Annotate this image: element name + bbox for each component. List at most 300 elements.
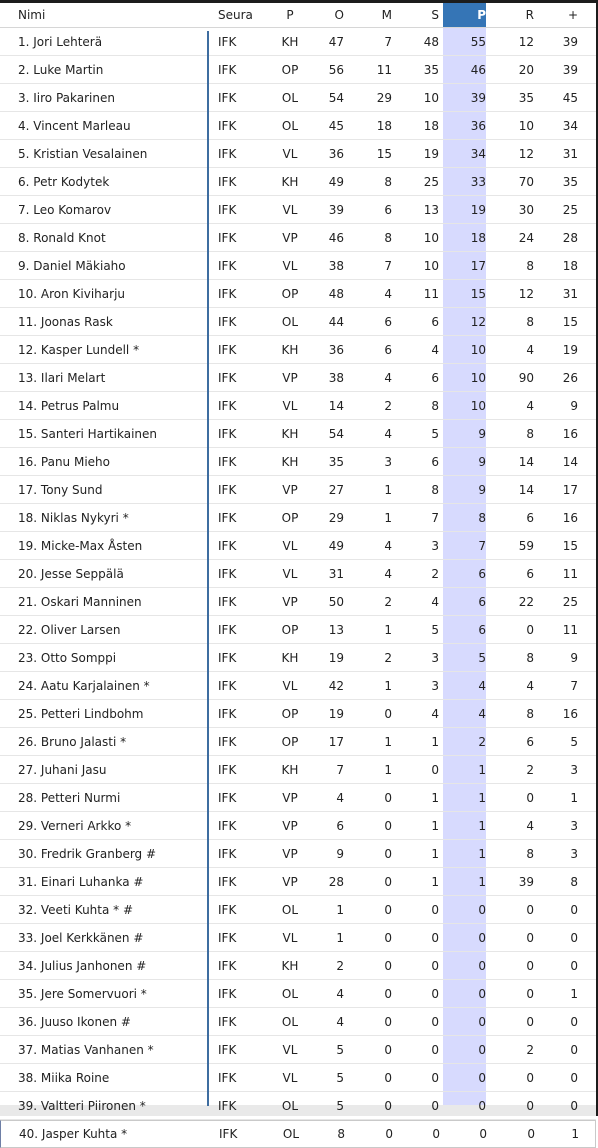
player-games: 28: [328, 874, 344, 889]
player-goals: 18: [376, 118, 392, 133]
table-row[interactable]: [0, 868, 596, 896]
player-position: VP: [282, 846, 298, 861]
player-club: IFK: [218, 482, 237, 497]
player-points: [443, 560, 487, 587]
player-games: 27: [328, 482, 344, 497]
player-points-value: 8: [478, 510, 486, 525]
player-points-value: 46: [470, 62, 486, 77]
player-points-value: 0: [478, 986, 486, 1001]
player-games: 5: [336, 1070, 344, 1085]
player-plus-minus: 31: [562, 286, 578, 301]
player-name: 28. Petteri Nurmi: [18, 790, 121, 805]
player-penalties: 8: [526, 846, 534, 861]
player-goals: 2: [384, 398, 392, 413]
player-club: IFK: [218, 90, 237, 105]
player-points: [443, 1036, 487, 1063]
player-games: 36: [328, 342, 344, 357]
player-position: VL: [282, 146, 298, 161]
player-position: VP: [282, 818, 298, 833]
player-points-value: 19: [470, 202, 486, 217]
player-goals: 4: [384, 538, 392, 553]
player-goals: 0: [384, 818, 392, 833]
player-name: 26. Bruno Jalasti *: [18, 734, 127, 749]
player-plus-minus: 39: [562, 62, 578, 77]
table-row[interactable]: [0, 448, 596, 476]
player-points: [443, 224, 487, 251]
player-penalties: 35: [518, 90, 534, 105]
table-row[interactable]: [0, 84, 596, 112]
player-plus-minus: 17: [562, 482, 578, 497]
player-name: 15. Santeri Hartikainen: [18, 426, 158, 441]
table-row[interactable]: [0, 112, 596, 140]
table-row[interactable]: [0, 140, 596, 168]
player-plus-minus: 26: [562, 370, 578, 385]
player-games: 38: [328, 370, 344, 385]
player-points-value: 6: [478, 566, 486, 581]
player-club: IFK: [218, 902, 237, 917]
player-position: VL: [282, 258, 298, 273]
player-points: [443, 392, 487, 419]
player-assists: 0: [431, 958, 439, 973]
player-position: OP: [281, 706, 299, 721]
player-assists: 4: [431, 594, 439, 609]
table-row[interactable]: [0, 672, 596, 700]
player-goals: 1: [384, 762, 392, 777]
player-position: OP: [281, 734, 299, 749]
player-name: 27. Juhani Jasu: [18, 762, 107, 777]
player-points: [443, 924, 487, 951]
player-club: IFK: [218, 34, 237, 49]
table-row[interactable]: [0, 308, 596, 336]
player-plus-minus: 3: [570, 818, 578, 833]
player-points-value: 1: [478, 762, 486, 777]
table-row[interactable]: [0, 168, 596, 196]
player-name: 32. Veeti Kuhta * #: [18, 902, 134, 917]
player-assists: 18: [423, 118, 439, 133]
player-penalties: 0: [526, 1014, 534, 1029]
player-assists: 4: [431, 342, 439, 357]
player-name: 16. Panu Mieho: [18, 454, 110, 469]
table-row[interactable]: [0, 1036, 596, 1064]
player-plus-minus: 7: [570, 678, 578, 693]
player-name: 18. Niklas Nykyri *: [18, 510, 129, 525]
player-name: 38. Miika Roine: [18, 1070, 110, 1085]
player-name: 31. Einari Luhanka #: [18, 874, 144, 889]
player-club: IFK: [218, 370, 237, 385]
player-name: 35. Jere Somervuori *: [18, 986, 147, 1001]
player-assists: 1: [431, 790, 439, 805]
player-goals: 4: [384, 566, 392, 581]
player-club: IFK: [218, 622, 237, 637]
player-club: IFK: [218, 258, 237, 273]
player-name: 30. Fredrik Granberg #: [18, 846, 157, 861]
player-points: [443, 28, 487, 55]
player-penalties: 90: [518, 370, 534, 385]
player-assists: 11: [423, 286, 439, 301]
player-club: IFK: [218, 650, 237, 665]
table-row[interactable]: [0, 700, 596, 728]
player-club: IFK: [218, 1098, 237, 1113]
player-penalties: 0: [526, 902, 534, 917]
player-club: IFK: [218, 734, 237, 749]
player-goals: 3: [384, 454, 392, 469]
player-penalties: 4: [526, 678, 534, 693]
player-penalties: 10: [518, 118, 534, 133]
player-club: IFK: [218, 426, 237, 441]
player-position: OL: [281, 90, 299, 105]
player-points: [443, 252, 487, 279]
table-row[interactable]: [0, 224, 596, 252]
player-goals: 15: [376, 146, 392, 161]
player-goals: 4: [384, 426, 392, 441]
table-row[interactable]: [0, 1120, 596, 1148]
table-row[interactable]: [0, 980, 596, 1008]
player-penalties: 0: [526, 1070, 534, 1085]
player-games: 31: [328, 566, 344, 581]
table-row[interactable]: [0, 1064, 596, 1092]
player-goals: 1: [384, 678, 392, 693]
player-club: IFK: [218, 174, 237, 189]
player-points-value: 10: [470, 342, 486, 357]
table-row[interactable]: [0, 504, 596, 532]
player-points-value: 39: [470, 90, 486, 105]
player-club: IFK: [218, 314, 237, 329]
player-points: [443, 308, 487, 335]
player-games: 54: [328, 426, 344, 441]
name-column-separator: [207, 31, 209, 1106]
player-plus-minus: 15: [562, 314, 578, 329]
table-row[interactable]: [0, 784, 596, 812]
player-games: 36: [328, 146, 344, 161]
player-penalties: 8: [526, 426, 534, 441]
table-body: [0, 28, 596, 1148]
player-name: 22. Oliver Larsen: [18, 622, 121, 637]
player-plus-minus: 0: [570, 958, 578, 973]
table-row[interactable]: [0, 336, 596, 364]
player-points-value: 1: [478, 790, 486, 805]
player-name: 1. Jori Lehterä: [18, 34, 103, 49]
player-points: [443, 700, 487, 727]
player-assists: 35: [423, 62, 439, 77]
player-games: 17: [328, 734, 344, 749]
player-assists: 6: [431, 370, 439, 385]
player-plus-minus: 25: [562, 202, 578, 217]
player-plus-minus: 34: [562, 118, 578, 133]
player-club: IFK: [218, 594, 237, 609]
table-row[interactable]: [0, 392, 596, 420]
player-games: 13: [328, 622, 344, 637]
player-games: 5: [336, 1098, 344, 1113]
player-position: OL: [281, 1098, 299, 1113]
player-plus-minus: 9: [570, 650, 578, 665]
player-position: KH: [281, 174, 299, 189]
player-penalties: 20: [518, 62, 534, 77]
player-position: VL: [282, 1070, 298, 1085]
player-position: VP: [282, 874, 298, 889]
player-assists: 4: [431, 706, 439, 721]
player-plus-minus: 9: [570, 398, 578, 413]
player-goals: 1: [384, 510, 392, 525]
player-points-value: 1: [478, 874, 486, 889]
table-row[interactable]: [0, 1008, 596, 1036]
player-name: 4. Vincent Marleau: [18, 118, 131, 133]
player-goals: 6: [384, 342, 392, 357]
table-row[interactable]: [0, 420, 596, 448]
player-games: 19: [328, 650, 344, 665]
player-position: VL: [282, 398, 298, 413]
player-plus-minus: 0: [570, 930, 578, 945]
table-row[interactable]: [0, 756, 596, 784]
player-points: [443, 952, 487, 979]
player-club: IFK: [218, 398, 237, 413]
player-points: [443, 532, 487, 559]
player-club: IFK: [218, 454, 237, 469]
player-points-value: 0: [479, 1127, 487, 1141]
player-club: IFK: [218, 846, 237, 861]
player-plus-minus: 16: [562, 706, 578, 721]
player-penalties: 4: [526, 398, 534, 413]
player-club: IFK: [218, 118, 237, 133]
player-points: [443, 784, 487, 811]
player-points-value: 9: [478, 482, 486, 497]
player-points: [443, 812, 487, 839]
table-row[interactable]: [0, 56, 596, 84]
table-row[interactable]: [0, 896, 596, 924]
player-club: IFK: [218, 230, 237, 245]
table-row[interactable]: [0, 280, 596, 308]
player-games: 4: [336, 986, 344, 1001]
player-goals: 0: [384, 706, 392, 721]
player-name: 8. Ronald Knot: [18, 230, 106, 245]
player-points: [443, 1092, 487, 1119]
header-assists[interactable]: S: [431, 8, 439, 22]
player-plus-minus: 0: [570, 1070, 578, 1085]
player-name: 17. Tony Sund: [18, 482, 103, 497]
player-name: 3. Iiro Pakarinen: [18, 90, 115, 105]
player-penalties: 22: [518, 594, 534, 609]
player-points-value: 0: [478, 1070, 486, 1085]
player-plus-minus: 3: [570, 846, 578, 861]
player-position: KH: [281, 426, 299, 441]
player-club: IFK: [218, 202, 237, 217]
header-games[interactable]: O: [334, 8, 344, 22]
player-plus-minus: 39: [562, 34, 578, 49]
player-name: 2. Luke Martin: [18, 62, 104, 77]
table-row[interactable]: [0, 952, 596, 980]
player-games: 7: [336, 762, 344, 777]
player-goals: 1: [384, 482, 392, 497]
player-name: 20. Jesse Seppälä: [18, 566, 124, 581]
player-games: 19: [328, 706, 344, 721]
player-points-value: 2: [478, 734, 486, 749]
player-goals: 11: [376, 62, 392, 77]
player-assists: 1: [431, 734, 439, 749]
header-points-label: P: [477, 8, 486, 22]
player-assists: 8: [431, 482, 439, 497]
player-position: VP: [282, 230, 298, 245]
player-goals: 0: [384, 958, 392, 973]
player-plus-minus: 0: [570, 1042, 578, 1057]
player-games: 44: [328, 314, 344, 329]
player-games: 8: [337, 1127, 345, 1141]
player-name: 14. Petrus Palmu: [18, 398, 120, 413]
player-points: [443, 140, 487, 167]
player-penalties: 12: [518, 286, 534, 301]
table-row[interactable]: [0, 364, 596, 392]
player-name: 7. Leo Komarov: [18, 202, 112, 217]
player-plus-minus: 5: [570, 734, 578, 749]
header-penalties[interactable]: R: [525, 8, 534, 22]
player-assists: 1: [431, 846, 439, 861]
player-goals: 0: [384, 1042, 392, 1057]
player-games: 1: [336, 930, 344, 945]
player-points-value: 34: [470, 146, 486, 161]
player-name: 11. Joonas Rask: [18, 314, 113, 329]
table-row[interactable]: [0, 924, 596, 952]
player-points: [443, 1008, 487, 1035]
table-row[interactable]: [0, 252, 596, 280]
player-games: 56: [328, 62, 344, 77]
player-points-value: 12: [470, 314, 486, 329]
player-assists: 6: [431, 314, 439, 329]
table-row[interactable]: [0, 588, 596, 616]
table-row[interactable]: [0, 476, 596, 504]
player-club: IFK: [218, 762, 237, 777]
player-goals: 0: [384, 1070, 392, 1085]
player-points-value: 6: [478, 622, 486, 637]
player-goals: 0: [384, 1014, 392, 1029]
player-points: [443, 896, 487, 923]
player-position: VL: [282, 1042, 298, 1057]
player-points-value: 7: [478, 538, 486, 553]
player-goals: 2: [384, 594, 392, 609]
player-points-value: 36: [470, 118, 486, 133]
player-assists: 3: [431, 678, 439, 693]
player-goals: 0: [384, 790, 392, 805]
player-points: [443, 756, 487, 783]
player-assists: 0: [431, 1042, 439, 1057]
player-position: KH: [281, 454, 299, 469]
player-position: KH: [281, 34, 299, 49]
player-name: 21. Oskari Manninen: [18, 594, 142, 609]
player-club: IFK: [219, 1127, 238, 1141]
table-row[interactable]: [0, 840, 596, 868]
header-points-sorted[interactable]: [443, 3, 487, 27]
player-points: [443, 644, 487, 671]
player-plus-minus: 28: [562, 230, 578, 245]
player-name: 25. Petteri Lindbohm: [18, 706, 144, 721]
player-penalties: 2: [526, 762, 534, 777]
player-penalties: 0: [526, 958, 534, 973]
player-penalties: 8: [526, 258, 534, 273]
player-points: [443, 588, 487, 615]
player-name: 33. Joel Kerkkänen #: [18, 930, 144, 945]
player-penalties: 70: [518, 174, 534, 189]
player-games: 1: [336, 902, 344, 917]
header-club[interactable]: Seura: [218, 8, 253, 22]
player-club: IFK: [218, 874, 237, 889]
player-goals: 1: [384, 622, 392, 637]
table-header-row: [0, 3, 596, 28]
player-plus-minus: 1: [570, 790, 578, 805]
player-points: [443, 56, 487, 83]
player-name: 23. Otto Somppi: [18, 650, 117, 665]
player-games: 5: [336, 1042, 344, 1057]
player-penalties: 6: [526, 734, 534, 749]
player-position: KH: [281, 958, 299, 973]
player-plus-minus: 18: [562, 258, 578, 273]
player-points-value: 4: [478, 678, 486, 693]
player-position: VL: [282, 930, 298, 945]
player-position: OL: [281, 986, 299, 1001]
header-plus-minus[interactable]: +: [567, 8, 578, 22]
player-games: 46: [328, 230, 344, 245]
player-position: OP: [281, 510, 299, 525]
table-row[interactable]: [0, 28, 596, 56]
player-games: 6: [336, 818, 344, 833]
player-games: 47: [328, 34, 344, 49]
player-goals: 4: [384, 370, 392, 385]
player-penalties: 6: [526, 510, 534, 525]
player-goals: 0: [384, 874, 392, 889]
player-points: [443, 364, 487, 391]
player-points: [443, 1064, 487, 1091]
player-assists: 1: [431, 818, 439, 833]
player-plus-minus: 3: [570, 762, 578, 777]
table-row[interactable]: [0, 812, 596, 840]
player-penalties: 0: [526, 622, 534, 637]
player-assists: 6: [431, 454, 439, 469]
player-assists: 48: [423, 34, 439, 49]
player-name: 6. Petr Kodytek: [18, 174, 110, 189]
player-stats-table: [0, 3, 596, 1148]
player-plus-minus: 8: [570, 874, 578, 889]
header-position[interactable]: P: [286, 8, 294, 22]
player-name: 10. Aron Kiviharju: [18, 286, 126, 301]
player-penalties: 8: [526, 650, 534, 665]
player-penalties: 2: [526, 1042, 534, 1057]
player-points-value: 17: [470, 258, 486, 273]
player-assists: 0: [431, 902, 439, 917]
player-penalties: 4: [526, 342, 534, 357]
player-plus-minus: 35: [562, 174, 578, 189]
table-row[interactable]: [0, 532, 596, 560]
player-plus-minus: 1: [571, 1127, 579, 1141]
player-games: 35: [328, 454, 344, 469]
player-position: VL: [282, 202, 298, 217]
player-penalties: 59: [518, 538, 534, 553]
table-row[interactable]: [0, 196, 596, 224]
table-row[interactable]: [0, 616, 596, 644]
player-position: VP: [282, 482, 298, 497]
header-name[interactable]: Nimi: [18, 8, 46, 22]
table-row[interactable]: [0, 644, 596, 672]
player-name: 5. Kristian Vesalainen: [18, 146, 148, 161]
player-games: 49: [328, 538, 344, 553]
player-penalties: 0: [527, 1127, 535, 1141]
player-goals: 7: [384, 34, 392, 49]
player-goals: 4: [384, 286, 392, 301]
player-assists: 0: [431, 762, 439, 777]
header-goals[interactable]: M: [381, 8, 392, 22]
table-row[interactable]: [0, 728, 596, 756]
player-plus-minus: 1: [570, 986, 578, 1001]
player-assists: 0: [431, 930, 439, 945]
player-position: KH: [281, 342, 299, 357]
player-points: [443, 504, 487, 531]
player-games: 45: [328, 118, 344, 133]
table-row[interactable]: [0, 560, 596, 588]
